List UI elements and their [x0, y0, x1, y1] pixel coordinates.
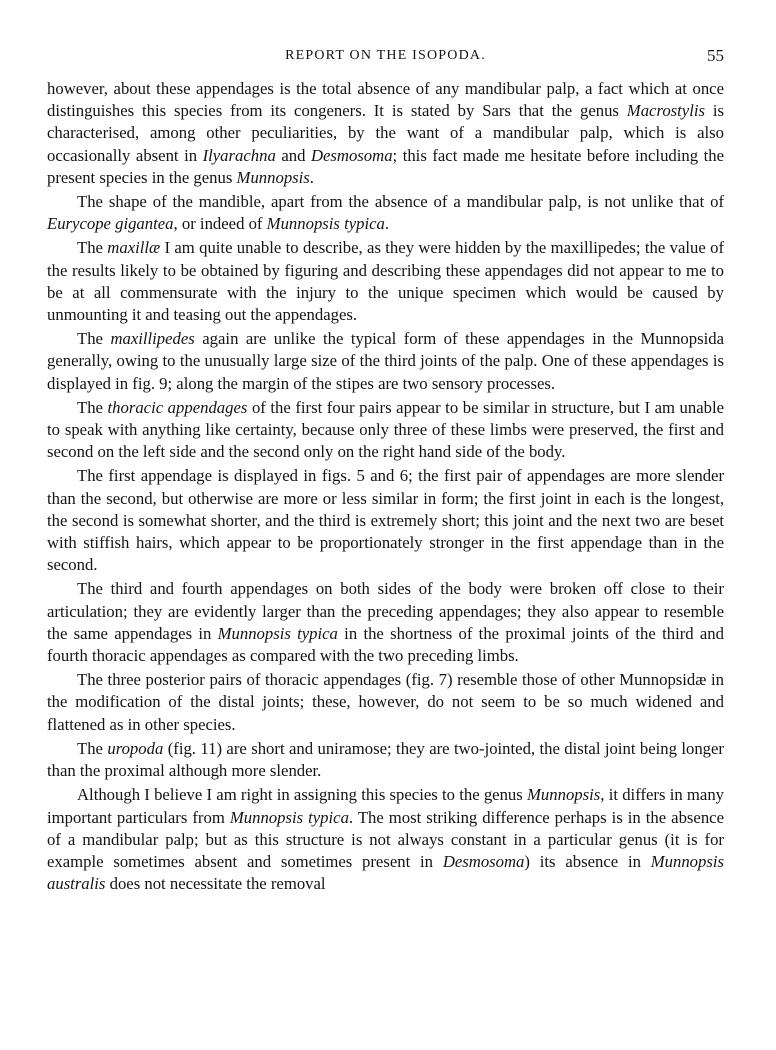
text-run: and: [275, 145, 311, 165]
text-run: The: [77, 238, 108, 258]
text-run: ; this fact made me hesitate before including the present species in the genus: [47, 145, 724, 187]
text-run: The: [77, 397, 108, 417]
text-run: however, about these appendages is the total absence of any mandibular palp, a fact which at once distinguishes this species from its congeners. It is stated by Sars that the genus: [47, 79, 724, 121]
text-run: The three posterior pairs of thoracic appendages (fig. 7) resemble those of other Munnopsidæ in the modification of the distal joints; these, however, do not seem to be so much widened and flattened as in other species.: [47, 670, 724, 734]
paragraph: [47, 784, 724, 895]
text-run: ) its absence in: [524, 851, 651, 871]
italic-term: Munnopsis: [236, 167, 310, 187]
text-run: , or indeed of: [173, 214, 267, 234]
running-head-title: REPORT ON THE ISOPODA.: [285, 48, 486, 63]
text-run: , it differs in many important particulars from: [47, 785, 725, 827]
text-run: again are unlike the typical form of these appendages in the Munnopsida generally, owing to the unusually large size of the third joints of the palp. One of these appendages is displayed in fig. 9; along the margin of the stipes are two sensory processes.: [47, 329, 724, 393]
body-text: [47, 78, 724, 895]
paragraph: [47, 191, 724, 235]
paragraph: [47, 738, 724, 782]
text-run: Although I believe I am right in assigning this species to the genus: [77, 785, 528, 805]
text-run: of the first four pairs appear to be similar in structure, but I am unable to speak with anything like certainty, because only three of these limbs were preserved, the first and second on the left side and the second only on the right hand side of the body.: [47, 397, 725, 462]
text-run: The shape of the mandible, apart from the absence of a mandibular palp, is not unlike that of: [77, 192, 724, 212]
italic-term: Desmosoma: [442, 851, 525, 871]
italic-term: uropoda: [107, 738, 164, 758]
italic-term: Eurycope gigantea: [47, 214, 174, 234]
italic-term: Munnopsis typica: [217, 623, 338, 643]
italic-term: Munnopsis australis: [47, 851, 724, 894]
text-run: The: [77, 329, 111, 349]
text-run: (fig. 11) are short and uniramose; they are two-jointed, the distal joint being longer than the proximal although more slender.: [47, 738, 724, 781]
paragraph: [47, 669, 724, 736]
italic-term: Munnopsis: [527, 785, 601, 805]
text-run: The: [77, 738, 108, 758]
text-run: does not necessitate the removal: [105, 874, 326, 894]
paragraph: [47, 578, 724, 667]
italic-term: maxillipedes: [110, 329, 195, 349]
italic-term: Ilyarachna: [202, 145, 276, 165]
paragraph: [47, 397, 724, 464]
text-run: . The most striking difference perhaps is in the absence of a mandibular palp; but as this structure is not always constant in a particular genus (it is for example sometimes absent and sometimes present in: [47, 807, 724, 871]
paragraph: [47, 237, 724, 326]
text-run: The first appendage is displayed in figs. 5 and 6; the first pair of appendages are more slender than the second, but otherwise are more or less similar in form; the first joint in each is the longest, the second is somewhat shorter, and the third is extremely short; this joint and the next two are beset with stiffish hairs, which appear to be proportionately stronger in the first appendage than in the second.: [47, 466, 724, 575]
paragraph: [47, 328, 724, 395]
text-run: in the shortness of the proximal joints of the third and fourth thoracic appendages as compared with the two preceding limbs.: [47, 623, 724, 666]
italic-term: Munnopsis typica: [266, 214, 385, 234]
text-run: The third and fourth appendages on both sides of the body were broken off close to their articulation; they are evidently larger than the preceding appendages; they also appear to resemble the same appendages in: [47, 579, 724, 643]
italic-term: thoracic appendages: [107, 397, 248, 417]
italic-term: Munnopsis typica: [229, 807, 349, 827]
italic-term: maxillæ: [107, 238, 161, 258]
text-run: I am quite unable to describe, as they were hidden by the maxillipedes; the value of the results likely to be obtained by figuring and describing these appendages did not appear to me to be at all commensurate with the injury to the unique specimen which would be caused by unmounting it and teasing out the appendages.: [47, 238, 724, 325]
text-run: .: [309, 167, 314, 187]
running-head: [47, 44, 724, 68]
italic-term: Desmosoma: [310, 145, 393, 165]
italic-term: Macrostylis: [626, 101, 705, 121]
paragraph: [47, 78, 724, 189]
text-run: .: [384, 214, 390, 234]
text-run: is characterised, among other peculiarities, by the want of a mandibular palp, which is also occasionally absent in: [47, 101, 724, 165]
page-number: 55: [707, 46, 724, 65]
paragraph: [47, 465, 724, 576]
